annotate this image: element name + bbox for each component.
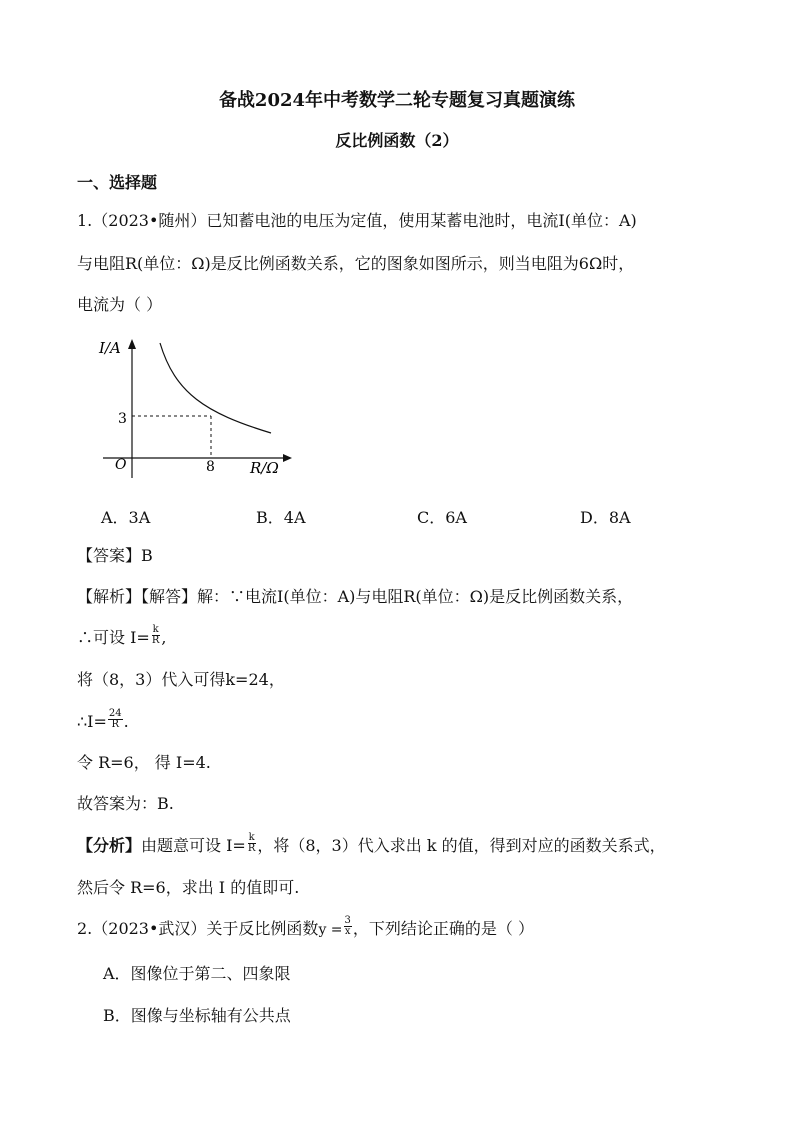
fenxi-suffix: ，将（8，3）代入求出 k 的值，得到对应的函数关系式， — [257, 836, 666, 855]
fraction-numerator: k — [152, 624, 159, 635]
q1-step3: 将（8，3）代入可得k=24， — [77, 670, 285, 689]
fraction-24-over-r — [108, 709, 123, 730]
fenxi-tag: 【分析】 — [77, 836, 142, 855]
fraction-denominator: R — [151, 635, 160, 646]
fraction-numerator: k — [248, 832, 255, 843]
q1-step4 — [77, 708, 129, 733]
q1-stem-line3: 电流为（ ） — [77, 295, 163, 314]
step4-suffix: . — [123, 712, 129, 731]
x-axis-arrow-icon — [283, 454, 292, 462]
fraction-k-over-r — [151, 625, 161, 646]
q1-answer: 【答案】B — [77, 546, 153, 565]
tick-label-x: 8 — [206, 459, 215, 475]
q2-prefix: 2.（2023•武汉）关于反比例函数 — [77, 919, 319, 938]
fraction-3-over-x — [344, 916, 352, 937]
fraction-denominator: x — [344, 926, 351, 937]
fenxi-prefix: 由题意可设 I= — [141, 836, 246, 855]
page-subtitle: 反比例函数（2） — [335, 131, 459, 150]
q1-stem-line1: 1.（2023•随州）已知蓄电池的电压为定值，使用某蓄电池时，电流I(单位：A) — [77, 211, 637, 230]
y-axis-label: I/A — [99, 339, 121, 357]
fraction-k-over-r-2 — [247, 833, 257, 854]
step4-prefix: ∴I= — [77, 712, 107, 731]
q1-stem-line2: 与电阻R(单位：Ω)是反比例函数关系，它的图象如图所示，则当电阻为6Ω时， — [77, 254, 635, 273]
q2-suffix: ，下列结论正确的是（ ） — [352, 919, 534, 938]
q1-option-d: D．8A — [580, 508, 631, 527]
hyperbola-curve — [160, 343, 271, 433]
section-heading: 一、选择题 — [77, 173, 158, 192]
q2-option-b: B．图像与坐标轴有公共点 — [103, 1006, 291, 1025]
q1-option-b: B．4A — [256, 508, 306, 527]
q1-step2 — [77, 624, 167, 649]
q1-fenxi-line2: 然后令 R=6，求出 I 的值即可. — [77, 878, 300, 897]
analysis-tag: 【解析】【解答】 — [77, 587, 198, 606]
fraction-numerator: 24 — [108, 708, 122, 719]
step2-prefix: ∴可设 I= — [77, 628, 150, 647]
fraction-denominator: R — [111, 719, 120, 730]
origin-label: O — [115, 457, 127, 473]
q1-fenxi-line1 — [77, 832, 666, 857]
tick-label-y: 3 — [118, 411, 127, 427]
q1-step6: 故答案为：B. — [77, 794, 174, 813]
q1-analysis-line1 — [77, 587, 633, 607]
analysis-text: 解：∵电流I(单位：A)与电阻R(单位：Ω)是反比例函数关系， — [197, 587, 634, 606]
step2-suffix: , — [161, 628, 167, 647]
fraction-denominator: R — [247, 843, 256, 854]
q2-stem — [77, 915, 534, 940]
q1-graph — [95, 333, 305, 483]
x-axis-label: R/Ω — [250, 459, 279, 477]
q2-option-a: A．图像位于第二、四象限 — [103, 964, 291, 983]
q1-option-a: A．3A — [101, 508, 151, 527]
y-axis-arrow-icon — [128, 339, 136, 349]
q2-func-y: y = — [318, 922, 343, 938]
page-title: 备战2024年中考数学二轮专题复习真题演练 — [218, 90, 576, 111]
q1-step5: 令 R=6， 得 I=4. — [77, 753, 211, 772]
fraction-numerator: 3 — [344, 915, 351, 926]
q1-option-c: C．6A — [417, 508, 467, 527]
